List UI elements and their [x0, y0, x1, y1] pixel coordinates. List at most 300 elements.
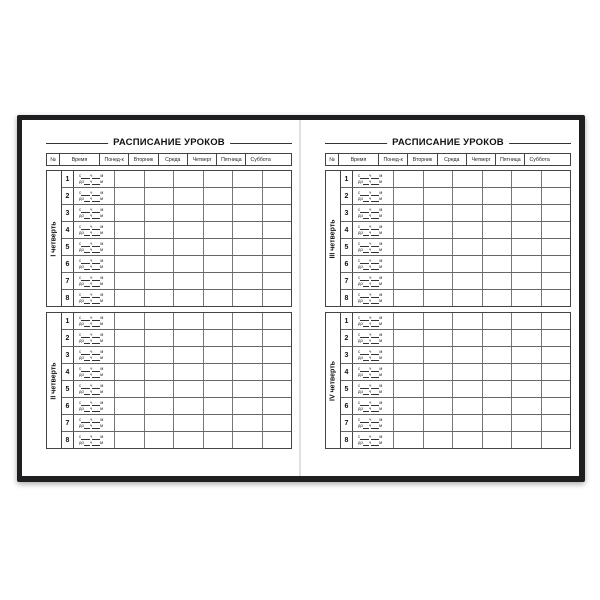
lesson-cell: [541, 432, 571, 448]
hours-unit: ч: [90, 292, 93, 297]
lesson-cell: [114, 188, 144, 204]
minutes-unit: м: [100, 207, 104, 212]
header-thursday: Четверг: [187, 154, 216, 165]
lesson-number: 6: [62, 256, 74, 272]
lesson-cell: [262, 432, 292, 448]
lesson-cell: [423, 432, 453, 448]
lesson-cell: [511, 205, 541, 221]
minutes-unit: м: [379, 179, 383, 184]
hours-unit: ч: [368, 321, 372, 326]
minutes-unit: м: [100, 264, 104, 269]
lesson-number: 8: [341, 432, 353, 448]
minutes-unit: м: [100, 315, 104, 320]
lesson-cell: [393, 290, 423, 306]
time-prefix: с: [358, 400, 361, 405]
lesson-cell: [144, 171, 174, 187]
lesson-number: 2: [62, 188, 74, 204]
lesson-cell: [511, 256, 541, 272]
time-slot: [353, 171, 393, 187]
minutes-blank: [89, 338, 100, 344]
minutes-unit: м: [379, 321, 383, 326]
time-line-to: [79, 281, 114, 287]
time-prefix: до: [79, 281, 84, 286]
lesson-row: [341, 272, 570, 289]
quarter-label: III четверть: [329, 218, 337, 259]
time-prefix: с: [358, 332, 361, 337]
minutes-blank: [368, 423, 379, 429]
minutes-unit: м: [379, 383, 383, 388]
lesson-cell: [114, 415, 144, 431]
time-line-to: [79, 247, 114, 253]
minutes-blank: [368, 196, 379, 202]
hours-unit: ч: [369, 258, 372, 263]
minutes-unit: м: [100, 383, 104, 388]
minutes-unit: м: [379, 423, 383, 428]
quarter-block: [325, 312, 571, 449]
lesson-row: [341, 238, 570, 255]
lesson-cell: [511, 415, 541, 431]
lesson-cell: [423, 273, 453, 289]
time-prefix: с: [79, 275, 82, 280]
lesson-cell: [232, 290, 262, 306]
lesson-cell: [232, 313, 262, 329]
lesson-row: [62, 255, 291, 272]
quarter-label: IV четверть: [329, 360, 337, 401]
lesson-cell: [452, 188, 482, 204]
time-slot: [74, 347, 114, 363]
lesson-cell: [541, 313, 571, 329]
minutes-unit: м: [100, 213, 104, 218]
lesson-cell: [541, 239, 571, 255]
time-slot: [353, 273, 393, 289]
minutes-unit: м: [100, 355, 104, 360]
lesson-cell: [262, 330, 292, 346]
lesson-cell: [482, 222, 512, 238]
minutes-unit: м: [379, 281, 383, 286]
lesson-cell: [452, 432, 482, 448]
lesson-number: 2: [341, 188, 353, 204]
time-slot: [353, 364, 393, 380]
hours-unit: ч: [89, 298, 93, 303]
lesson-cell: [232, 188, 262, 204]
lesson-cell: [511, 381, 541, 397]
lesson-cell: [393, 381, 423, 397]
time-line-to: [358, 389, 393, 395]
minutes-blank: [368, 247, 379, 253]
lesson-number: 2: [62, 330, 74, 346]
time-prefix: с: [79, 224, 82, 229]
lesson-cell: [114, 205, 144, 221]
minutes-unit: м: [100, 258, 104, 263]
minutes-unit: м: [100, 372, 104, 377]
lesson-row: [341, 204, 570, 221]
lesson-number: 4: [62, 222, 74, 238]
minutes-unit: м: [379, 417, 383, 422]
lesson-cell: [423, 330, 453, 346]
minutes-unit: м: [379, 332, 383, 337]
header-number: №: [50, 156, 56, 163]
hours-unit: ч: [369, 207, 372, 212]
hours-unit: ч: [89, 230, 93, 235]
lesson-cell: [423, 415, 453, 431]
lesson-cell: [393, 415, 423, 431]
time-slot: [74, 171, 114, 187]
hours-unit: ч: [368, 298, 372, 303]
lesson-row: [341, 221, 570, 238]
time-prefix: до: [358, 298, 363, 303]
minutes-unit: м: [379, 315, 383, 320]
lesson-cell: [511, 171, 541, 187]
time-prefix: до: [79, 372, 84, 377]
quarter-block: [46, 312, 292, 449]
time-line-to: [79, 355, 114, 361]
lesson-number: 4: [341, 364, 353, 380]
hours-unit: ч: [368, 230, 372, 235]
lesson-cell: [114, 432, 144, 448]
lesson-row: [341, 255, 570, 272]
lesson-cell: [452, 222, 482, 238]
minutes-unit: м: [100, 349, 104, 354]
minutes-blank: [368, 264, 379, 270]
lesson-cell: [452, 239, 482, 255]
lesson-cell: [114, 171, 144, 187]
lesson-cell: [262, 188, 292, 204]
lesson-row: [62, 272, 291, 289]
lesson-number: 2: [341, 330, 353, 346]
lesson-cell: [262, 273, 292, 289]
time-prefix: с: [79, 349, 82, 354]
lesson-cell: [262, 415, 292, 431]
lesson-cell: [144, 415, 174, 431]
time-prefix: с: [79, 332, 82, 337]
time-prefix: до: [79, 230, 84, 235]
lesson-row: [62, 313, 291, 329]
lesson-cell: [393, 256, 423, 272]
time-slot: [353, 188, 393, 204]
minutes-blank: [368, 389, 379, 395]
minutes-unit: м: [379, 338, 383, 343]
lesson-cell: [393, 188, 423, 204]
hours-unit: ч: [90, 190, 93, 195]
hours-unit: ч: [89, 264, 93, 269]
lesson-cell: [482, 432, 512, 448]
lesson-cell: [114, 347, 144, 363]
lesson-cell: [203, 347, 233, 363]
header-saturday: Суббота: [524, 154, 553, 165]
lesson-row: [341, 363, 570, 380]
time-prefix: до: [358, 389, 363, 394]
time-prefix: с: [79, 190, 82, 195]
lesson-row: [62, 397, 291, 414]
minutes-blank: [368, 372, 379, 378]
minutes-unit: м: [379, 230, 383, 235]
minutes-unit: м: [379, 258, 383, 263]
time-line-to: [358, 298, 393, 304]
minutes-unit: м: [100, 366, 104, 371]
time-line-to: [79, 389, 114, 395]
lesson-cell: [482, 171, 512, 187]
header-friday: Пятница: [216, 154, 245, 165]
time-slot: [353, 330, 393, 346]
lesson-number: 5: [341, 381, 353, 397]
lesson-number: 1: [62, 313, 74, 329]
header-wednesday: Среда: [437, 154, 466, 165]
lesson-cell: [511, 364, 541, 380]
lesson-row: [341, 380, 570, 397]
lesson-cell: [393, 205, 423, 221]
time-line-to: [358, 179, 393, 185]
time-prefix: до: [358, 372, 363, 377]
lesson-cell: [452, 415, 482, 431]
hours-unit: ч: [90, 224, 93, 229]
lesson-cell: [541, 364, 571, 380]
lesson-row: [341, 187, 570, 204]
lesson-cell: [173, 273, 203, 289]
lesson-cell: [423, 188, 453, 204]
lesson-cell: [541, 273, 571, 289]
hours-unit: ч: [89, 423, 93, 428]
lesson-cell: [203, 415, 233, 431]
lesson-row: [62, 363, 291, 380]
lesson-cell: [114, 273, 144, 289]
time-prefix: с: [358, 258, 361, 263]
lesson-cell: [262, 290, 292, 306]
time-line-to: [79, 372, 114, 378]
lesson-cell: [423, 290, 453, 306]
time-slot: [74, 432, 114, 448]
hours-unit: ч: [369, 224, 372, 229]
time-prefix: до: [358, 440, 363, 445]
lesson-number: 7: [62, 415, 74, 431]
lesson-cell: [232, 171, 262, 187]
header-number: №: [329, 156, 335, 163]
lesson-row: [341, 171, 570, 187]
time-slot: [74, 222, 114, 238]
title-rule: [325, 137, 571, 149]
time-prefix: до: [358, 321, 363, 326]
header-tuesday: Вторник: [128, 154, 157, 165]
minutes-unit: м: [100, 321, 104, 326]
lesson-cell: [452, 171, 482, 187]
schedule-header: [325, 153, 571, 166]
minutes-unit: м: [379, 372, 383, 377]
minutes-blank: [368, 355, 379, 361]
minutes-unit: м: [100, 241, 104, 246]
hours-unit: ч: [368, 406, 372, 411]
lesson-cell: [511, 432, 541, 448]
lesson-row: [341, 346, 570, 363]
hours-unit: ч: [368, 440, 372, 445]
time-slot: [353, 239, 393, 255]
time-prefix: с: [79, 400, 82, 405]
time-slot: [74, 330, 114, 346]
lesson-number: 8: [62, 290, 74, 306]
minutes-unit: м: [379, 434, 383, 439]
minutes-unit: м: [379, 275, 383, 280]
minutes-blank: [89, 423, 100, 429]
minutes-unit: м: [100, 275, 104, 280]
lesson-cell: [452, 256, 482, 272]
lesson-cell: [144, 432, 174, 448]
lesson-cell: [203, 273, 233, 289]
lesson-cell: [232, 330, 262, 346]
time-prefix: с: [358, 275, 361, 280]
lesson-cell: [173, 313, 203, 329]
lesson-cell: [114, 364, 144, 380]
lesson-cell: [393, 347, 423, 363]
lesson-number: 6: [62, 398, 74, 414]
lesson-cell: [173, 222, 203, 238]
lesson-row: [62, 238, 291, 255]
lesson-number: 6: [341, 398, 353, 414]
lesson-row: [62, 171, 291, 187]
lesson-cell: [393, 273, 423, 289]
hours-unit: ч: [89, 440, 93, 445]
time-line-to: [79, 321, 114, 327]
header-tuesday: Вторник: [407, 154, 436, 165]
time-prefix: с: [79, 417, 82, 422]
time-prefix: до: [358, 179, 363, 184]
minutes-unit: м: [100, 423, 104, 428]
lesson-cell: [482, 398, 512, 414]
lesson-cell: [173, 171, 203, 187]
hours-unit: ч: [368, 196, 372, 201]
time-slot: [74, 273, 114, 289]
lesson-cell: [232, 347, 262, 363]
hours-unit: ч: [369, 349, 372, 354]
time-line-to: [79, 213, 114, 219]
minutes-blank: [89, 179, 100, 185]
time-line-to: [79, 230, 114, 236]
minutes-unit: м: [100, 281, 104, 286]
minutes-blank: [368, 230, 379, 236]
minutes-blank: [368, 281, 379, 287]
time-line-to: [358, 213, 393, 219]
lesson-cell: [203, 432, 233, 448]
hours-unit: ч: [369, 332, 372, 337]
lesson-cell: [114, 290, 144, 306]
time-line-to: [358, 423, 393, 429]
lesson-cell: [452, 290, 482, 306]
minutes-blank: [368, 321, 379, 327]
time-line-to: [358, 264, 393, 270]
time-slot: [74, 313, 114, 329]
minutes-unit: м: [100, 230, 104, 235]
lesson-cell: [232, 239, 262, 255]
lesson-cell: [232, 415, 262, 431]
lesson-number: 7: [62, 273, 74, 289]
lesson-cell: [232, 256, 262, 272]
lesson-number: 3: [62, 205, 74, 221]
quarter-block: [325, 170, 571, 307]
time-prefix: с: [79, 383, 82, 388]
lesson-cell: [511, 347, 541, 363]
lesson-cell: [144, 290, 174, 306]
minutes-unit: м: [100, 190, 104, 195]
lesson-cell: [482, 313, 512, 329]
time-prefix: до: [358, 355, 363, 360]
minutes-blank: [89, 372, 100, 378]
time-prefix: с: [358, 207, 361, 212]
hours-unit: ч: [89, 372, 93, 377]
lesson-cell: [423, 398, 453, 414]
hours-unit: ч: [90, 383, 93, 388]
lesson-cell: [173, 432, 203, 448]
time-line-to: [79, 264, 114, 270]
time-slot: [74, 398, 114, 414]
lesson-cell: [482, 205, 512, 221]
minutes-unit: м: [379, 440, 383, 445]
lesson-cell: [482, 364, 512, 380]
lesson-number: 3: [62, 347, 74, 363]
minutes-unit: м: [379, 247, 383, 252]
minutes-unit: м: [379, 389, 383, 394]
time-prefix: до: [79, 196, 84, 201]
time-slot: [353, 381, 393, 397]
lesson-cell: [173, 256, 203, 272]
title-rule: [46, 137, 292, 149]
lesson-cell: [144, 188, 174, 204]
time-slot: [74, 364, 114, 380]
hours-unit: ч: [368, 338, 372, 343]
lesson-cell: [114, 239, 144, 255]
lesson-cell: [173, 364, 203, 380]
minutes-blank: [368, 338, 379, 344]
minutes-blank: [368, 440, 379, 446]
minutes-unit: м: [379, 355, 383, 360]
time-prefix: с: [358, 349, 361, 354]
hours-unit: ч: [369, 366, 372, 371]
hours-unit: ч: [89, 355, 93, 360]
header-monday: Понед-к: [378, 154, 407, 165]
lesson-cell: [144, 273, 174, 289]
minutes-blank: [89, 389, 100, 395]
time-prefix: до: [358, 423, 363, 428]
lesson-cell: [482, 347, 512, 363]
hours-unit: ч: [368, 423, 372, 428]
lesson-row: [62, 414, 291, 431]
lesson-cell: [173, 239, 203, 255]
lesson-cell: [262, 347, 292, 363]
hours-unit: ч: [90, 315, 93, 320]
time-slot: [353, 432, 393, 448]
lesson-cell: [173, 290, 203, 306]
header-wednesday: Среда: [158, 154, 187, 165]
lesson-cell: [203, 290, 233, 306]
lesson-cell: [452, 381, 482, 397]
time-line-to: [79, 440, 114, 446]
lesson-cell: [423, 171, 453, 187]
lesson-cell: [173, 330, 203, 346]
lesson-number: 6: [341, 256, 353, 272]
hours-unit: ч: [90, 332, 93, 337]
hours-unit: ч: [89, 196, 93, 201]
hours-unit: ч: [89, 338, 93, 343]
lesson-cell: [541, 256, 571, 272]
time-prefix: до: [358, 213, 363, 218]
minutes-blank: [89, 440, 100, 446]
lesson-cell: [423, 222, 453, 238]
time-line-to: [358, 247, 393, 253]
lesson-cell: [262, 171, 292, 187]
minutes-blank: [89, 406, 100, 412]
lesson-rows: [341, 171, 570, 306]
time-slot: [74, 188, 114, 204]
minutes-blank: [368, 213, 379, 219]
time-slot: [353, 347, 393, 363]
lesson-cell: [482, 330, 512, 346]
minutes-unit: м: [379, 264, 383, 269]
